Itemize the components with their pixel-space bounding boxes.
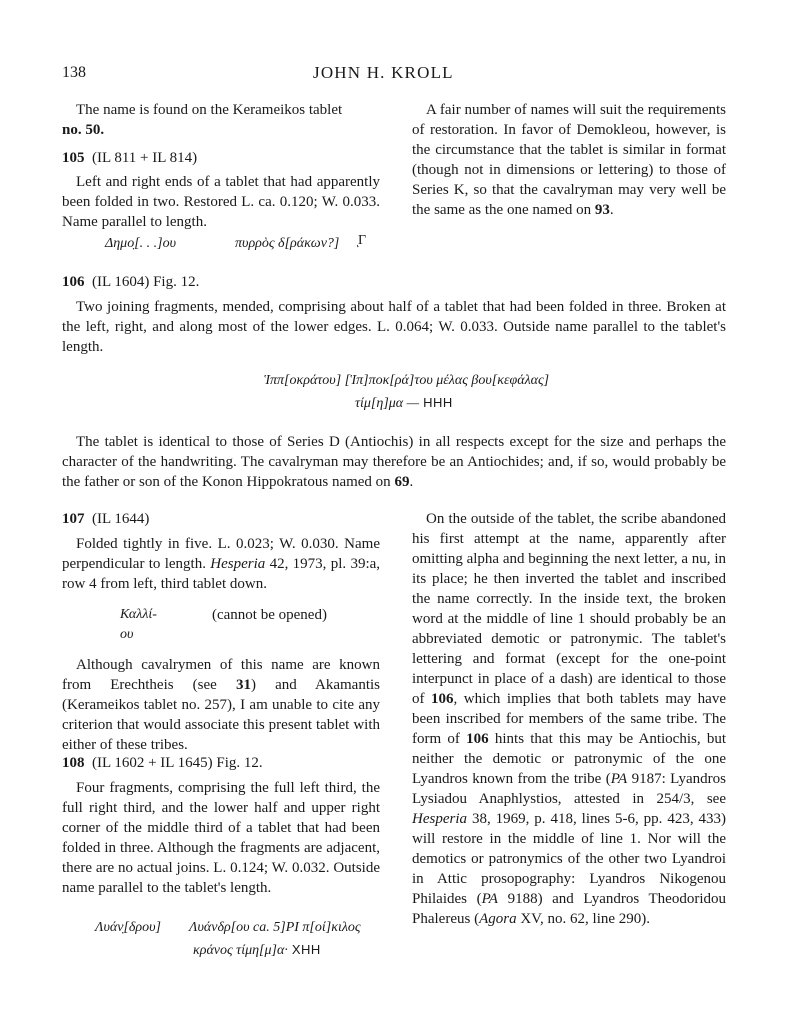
entry-107-number: 107 bbox=[62, 511, 85, 527]
right-column-top-paragraph bbox=[412, 100, 726, 220]
entry-107-heading bbox=[62, 509, 149, 529]
entry-106-inscription-line1: Ἱππ[οκράτου] [Ἱπ]ποκ[ρά]του μέλας βου[κεφάλας] bbox=[264, 373, 550, 388]
right-column-bottom-paragraph bbox=[412, 509, 726, 929]
entry-106-inscription-value: HHH bbox=[423, 395, 453, 410]
rb-agora: Agora bbox=[479, 911, 517, 927]
entry-107-description-a: Folded tightly in five. L. 0.023; W. 0.030. Name perpendicular to length. bbox=[62, 536, 380, 572]
intro-paragraph-ref bbox=[62, 120, 380, 140]
entry-106-inscription-line2 bbox=[355, 394, 453, 412]
entry-106-description: Two joining fragments, mended, comprising about half of a tablet that had been folded in three. Broken at the left, right, and along most of the lower edges. L. 0.064; W. 0.033. Outside name parallel to the tablet's length. bbox=[62, 299, 726, 355]
entry-107-description bbox=[62, 534, 380, 594]
rb-text-d: 9187: Lyandros Lysiadou Anaphlystios, attested in 254/3, see bbox=[412, 771, 727, 807]
rb-ref-106: 106 bbox=[431, 691, 454, 707]
rb-hesperia: Hesperia bbox=[412, 811, 467, 827]
entry-108-inscription-value: XHH bbox=[291, 942, 321, 957]
right-top-ref: 93 bbox=[594, 202, 610, 218]
entry-106-commentary-ref: 69 bbox=[394, 474, 410, 490]
entry-107-commentary-ref: 31 bbox=[235, 677, 251, 693]
hesperia-journal-ref: Hesperia bbox=[210, 556, 266, 572]
rb-text-b: , which implies that both tablets may have been inscribed for members of the same tribe. The form of bbox=[412, 691, 727, 747]
rb-text-g: XV, no. 62, line 290). bbox=[520, 911, 651, 927]
right-top-text: A fair number of names will suit the requirements of restoration. In favor of Demokleou, however, is the circumstance that the tablet is similar in format (though not in dimensions or lettering) to those of Series K, so that the cavalryman may very well be the same as the one named on bbox=[412, 102, 726, 218]
entry-108-id: (IL 1602 + IL 1645) Fig. 12. bbox=[92, 755, 263, 771]
entry-106-id: (IL 1604) Fig. 12. bbox=[92, 274, 200, 290]
kerameikos-ref: no. 50. bbox=[62, 122, 105, 138]
entry-107-inscription-note: (cannot be opened) bbox=[212, 607, 327, 623]
entry-107-commentary-b: ) and Akamantis (Kerameikos tablet no. 257), I am unable to cite any criterion that would associate this present tablet with either of these tribes. bbox=[62, 677, 381, 753]
entry-107-inscription-line1: Καλλί- bbox=[120, 607, 157, 622]
left-column-top bbox=[62, 100, 380, 140]
entry-105-description: Left and right ends of a tablet that had apparently been folded in two. Restored L. ca. 0.120; W. 0.033. Name parallel to length. bbox=[62, 174, 380, 230]
page-number: 138 bbox=[62, 64, 86, 81]
entry-106-commentary-end: . bbox=[409, 474, 414, 490]
entry-106-heading bbox=[62, 272, 199, 292]
entry-108-heading bbox=[62, 753, 263, 773]
entry-106-commentary-text: The tablet is identical to those of Series D (Antiochis) in all respects except for the size and perhaps the character of the handwriting. The cavalryman may therefore be an Antiochides; and, if so, would probably be the father or son of the Konon Hippokratous named on bbox=[62, 434, 726, 490]
rb-text-e: 38, 1969, p. 418, lines 5-6, pp. 423, 433) will restore in the middle of line 1. Nor will the demotics or patronymics of the other two Lyandroi in Attic prosopography: Lyandros Nikogenou Philaides ( bbox=[412, 811, 726, 907]
entry-108-description: Four fragments, comprising the full left third, the full right third, and the lower half and upper right corner of the middle third of a tablet that had been folded in three. Although the fragments are adjacent, there are no actual joins. L. 0.124; W. 0.032. Outside name parallel to the tablet's length. bbox=[62, 780, 380, 896]
intro-paragraph: The name is found on the Kerameikos tablet bbox=[76, 102, 343, 118]
entry-108-inscription-mid-line2 bbox=[193, 941, 321, 959]
entry-107-commentary-a: Although cavalrymen of this name are known from Erechtheis (see bbox=[62, 657, 380, 693]
entry-105-id: (IL 811 + IL 814) bbox=[92, 150, 198, 166]
running-title: JOHN H. KROLL bbox=[313, 63, 454, 82]
entry-107-inscription-line2: ου bbox=[120, 627, 134, 642]
entry-108-inscription-mid-line1: Λυάνδρ[ου ca. 5]PI π[οί]κιλος bbox=[189, 920, 361, 935]
entry-108-inscription-left: Λυάν̣[δρου] bbox=[95, 920, 161, 935]
entry-105-heading bbox=[62, 148, 197, 168]
right-top-end: . bbox=[609, 202, 614, 218]
rb-pa-2: PA bbox=[481, 891, 498, 907]
entry-106-number: 106 bbox=[62, 274, 85, 290]
entry-107-commentary bbox=[62, 655, 380, 755]
entry-108-inscription-kranos: κράνος τίμη[μ]α· bbox=[193, 943, 288, 958]
entry-105-inscription-right: πυρρὸς δ[ράκων?] bbox=[235, 236, 340, 251]
entry-107-id: (IL 1644) bbox=[92, 511, 150, 527]
entry-106-commentary bbox=[62, 432, 726, 492]
rb-ref-106b: 106 bbox=[466, 731, 489, 747]
entry-107-description-b: 42, 1973, pl. 39:a, row 4 from left, third tablet down. bbox=[62, 556, 381, 592]
entry-105-number: 105 bbox=[62, 150, 85, 166]
entry-106-inscription-timema: τίμ[η]μα — bbox=[355, 396, 420, 411]
rb-text-f: 9188) and Lyandros Theodoridou Phalereus ( bbox=[412, 891, 726, 927]
rb-pa-1: PA bbox=[610, 771, 628, 787]
rb-text-a: On the outside of the tablet, the scribe abandoned his first attempt at the name, apparently after omitting alpha and beginning the next letter, a nu, in its place; he then inverted the tablet and inscribed the name correctly. In the inside text, the broken word at the middle of line 1 should probably be an abbreviated demotic or patronymic. The tablet's lettering and format (except for the one-point interpunct in place of a dash) are identical to those of bbox=[412, 511, 726, 707]
rb-text-c: hints that this may be Antiochis, but neither the demotic or patronymic of the one Lyandros known from the tribe ( bbox=[412, 731, 726, 787]
entry-108-number: 108 bbox=[62, 755, 85, 771]
monogram-mark: ͅΓ bbox=[358, 233, 367, 248]
entry-105-inscription-left: Δημο̣[. . .]ου bbox=[105, 236, 177, 251]
